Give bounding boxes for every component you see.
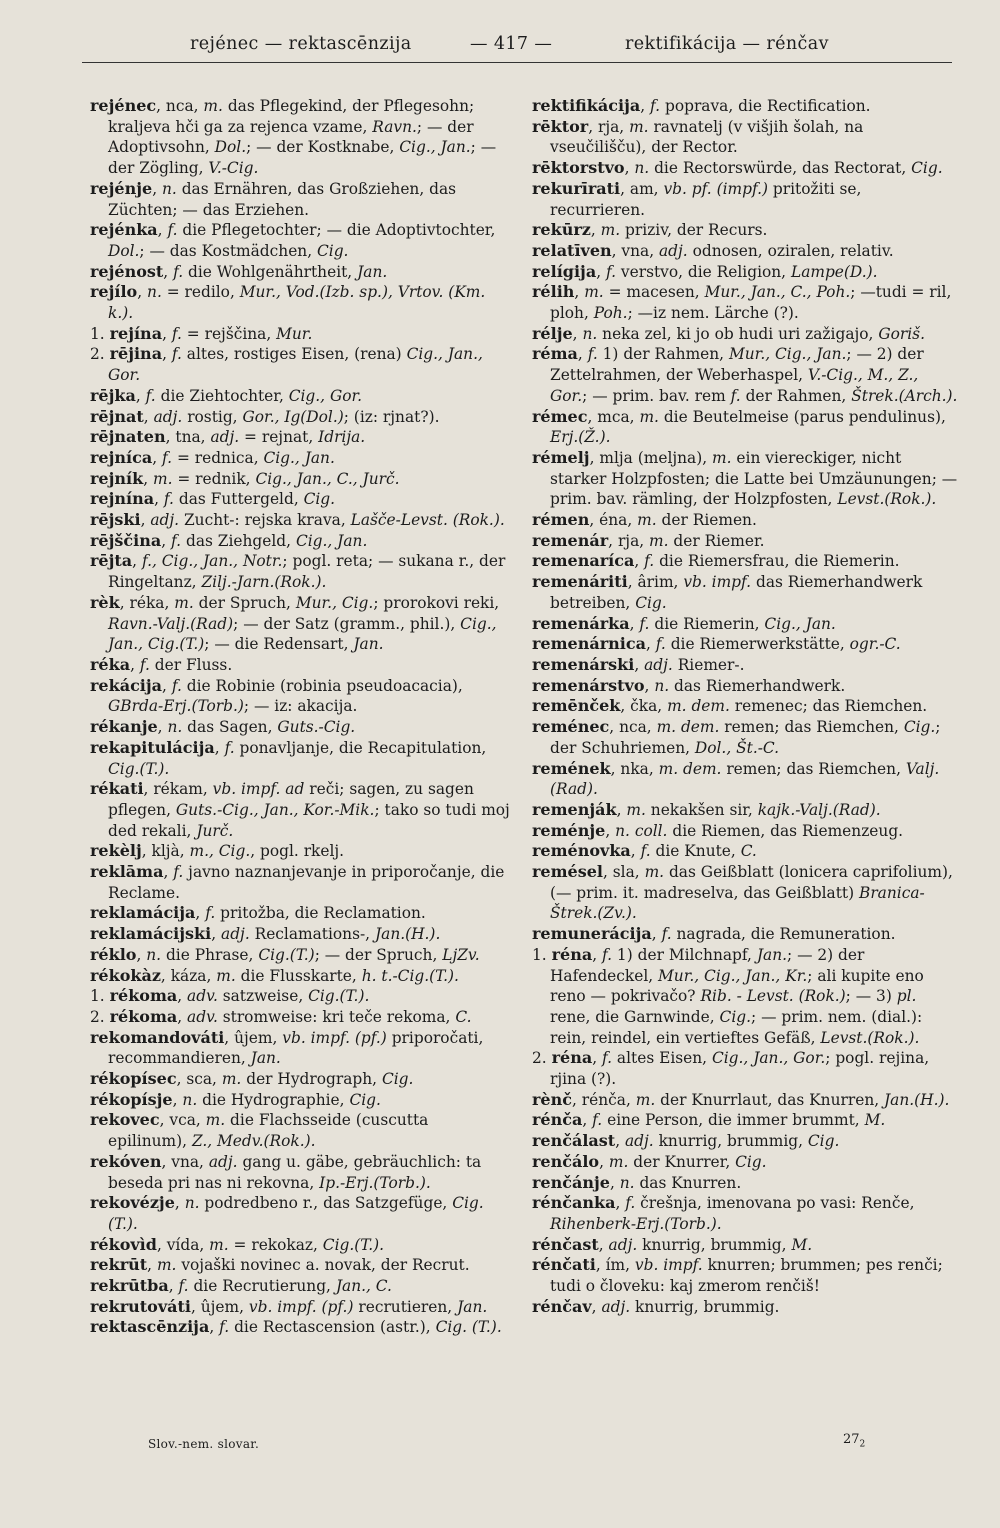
dictionary-entry: relatīven, vna, adj. odnosen, oziralen, relativ.	[532, 240, 894, 260]
dictionary-entry: réklo, n. die Phrase, Cig.(T.); — der Spruch, LjZv.	[90, 944, 480, 964]
dictionary-entry: renčálo, m. der Knurrer, Cig.	[532, 1151, 767, 1171]
dictionary-entry: rènč, rénča, m. der Knurrlaut, das Knurren, Jan.(H.).	[532, 1089, 950, 1109]
dictionary-entry: remésel, sla, m. das Geißblatt (lonicera caprifolium), (— prim. it. madreselva, das Geißblatt) Branica-Štrek.(Zv.).	[532, 862, 953, 923]
dictionary-entry: rektascēnzija, f. die Rectascension (astr.), Cig. (T.).	[90, 1317, 502, 1337]
header-rule	[82, 62, 952, 63]
right-column	[532, 96, 960, 1317]
dictionary-entry: rekovézje, n. podredbeno r., das Satzgefüge, Cig.(T.).	[90, 1193, 484, 1233]
dictionary-entry: renčálast, adj. knurrig, brummig, Cig.	[532, 1131, 840, 1151]
dictionary-entry: remének, nka, m. dem. remen; das Riemchen, Valj.(Rad).	[532, 758, 940, 799]
dictionary-entry: rējta, f., Cig., Jan., Notr.; pogl. reta; — sukana r., der Ringeltanz, Zilj.-Jarn.(Rok.).	[90, 551, 506, 592]
dictionary-entry: rejénje, n. das Ernähren, das Großziehen, das Züchten; — das Erziehen.	[90, 178, 457, 219]
footer-title: Slov.-nem. slovar.	[148, 1437, 260, 1451]
dictionary-entry: rēktor, rja, m. ravnatelj (v višjih šolah, na vseučilišču), der Rector.	[532, 116, 864, 157]
dictionary-entry: 2. réna, f. altes Eisen, Cig., Jan., Gor.; pogl. rejina, rjina (?).	[532, 1048, 930, 1089]
dictionary-entry: réka, f. der Fluss.	[90, 654, 233, 674]
dictionary-entry: rejénka, f. die Pflegetochter; — die Adoptivtochter, Dol.; — das Kostmädchen, Cig.	[90, 220, 496, 260]
dictionary-entry: remēnček, čka, m. dem. remenec; das Riemchen.	[532, 696, 928, 716]
dictionary-entry: rejénec, nca, m. das Pflegekind, der Pflegesohn; kraljeva hči ga za rejenca vzame, Ravn.; — der Adoptivsohn, Dol.; — der Kostknabe, Cig., Jan.; — der Zögling, V.-Cig.	[90, 96, 497, 178]
dictionary-entry: rekrūt, m. vojaški novinec a. novak, der Recrut.	[90, 1255, 470, 1275]
dictionary-entry: rējski, adj. Zucht-: rejska krava, Lašče-Levst. (Rok.).	[90, 510, 505, 530]
dictionary-entry: rèk, réka, m. der Spruch, Mur., Cig.; prorokovi reki, Ravn.-Valj.(Rad); — der Satz (gramm., phil.), Cig., Jan., Cig.(T.); — die Redensart, Jan.	[90, 592, 500, 654]
dictionary-entry: rējnat, adj. rostig, Gor., Ig(Dol.); (iz: rjnat?).	[90, 406, 440, 426]
dictionary-entry: remenaríca, f. die Riemersfrau, die Riemerin.	[532, 551, 900, 571]
dictionary-entry: rekácija, f. die Robinie (robinia pseudoacacia), GBrda-Erj.(Torb.); — iz: akacija.	[90, 675, 463, 716]
dictionary-entry: remenárski, adj. Riemer-.	[532, 654, 745, 674]
dictionary-entry: rémec, mca, m. die Beutelmeise (parus pendulinus), Erj.(Ž.).	[532, 406, 946, 447]
dictionary-entry: reménovka, f. die Knute, C.	[532, 841, 757, 861]
dictionary-entry: rénča, f. eine Person, die immer brummt, M.	[532, 1110, 886, 1130]
dictionary-entry: rékokàz, káza, m. die Flusskarte, h. t.-Cig.(T.).	[90, 965, 459, 985]
dictionary-entry: rekrūtba, f. die Recrutierung, Jan., C.	[90, 1276, 392, 1296]
dictionary-entry: reklāma, f. javno naznanjevanje in priporočanje, die Reclame.	[90, 862, 505, 902]
dictionary-entry: rejníca, f. = rednica, Cig., Jan.	[90, 447, 335, 467]
dictionary-entry: 1. réna, f. 1) der Milchnapf, Jan.; — 2) der Hafendeckel, Mur., Cig., Jan., Kr.; ali kupite eno reno — pokrivačo? Rib. - Levst. (Rok.); — 3) pl. rene, die Garnwinde, Cig.; — prim. nem. (dial.): rein, reindel, ein vertieftes Gefäß, Levst.(Rok.).	[532, 944, 924, 1047]
left-column	[90, 96, 510, 1338]
dictionary-entry: rekóven, vna, adj. gang u. gäbe, gebräuchlich: ta beseda pri nas ni rekovna, Ip.-Erj.(Torb.).	[90, 1151, 482, 1192]
dictionary-entry: rélje, n. neka zel, ki jo ob hudi uri zažigajo, Goriš.	[532, 323, 925, 343]
running-header	[0, 34, 1000, 60]
dictionary-entry: rékanje, n. das Sagen, Guts.-Cig.	[90, 717, 356, 737]
header-right-guidewords: rektifikácija — rénčav	[625, 34, 829, 54]
dictionary-entry: remenárka, f. die Riemerin, Cig., Jan.	[532, 613, 836, 633]
dictionary-entry: remenár, rja, m. der Riemer.	[532, 530, 765, 550]
dictionary-entry: rekèlj, kljà, m., Cig., pogl. rkelj.	[90, 841, 345, 861]
page-number: — 417 —	[470, 34, 553, 54]
dictionary-entry: rektifikácija, f. poprava, die Rectification.	[532, 96, 871, 115]
dictionary-entry: 1. rékoma, adv. satzweise, Cig.(T.).	[90, 986, 370, 1006]
dictionary-entry: rékati, rékam, vb. impf. ad reči; sagen, zu sagen pflegen, Guts.-Cig., Jan., Kor.-Mik.; tako so tudi moj ded rekali, Jurč.	[90, 779, 510, 840]
dictionary-entry: remunerácija, f. nagrada, die Remuneration.	[532, 924, 896, 944]
dictionary-entry: reménje, n. coll. die Riemen, das Riemenzeug.	[532, 820, 904, 840]
dictionary-entry: rekovec, vca, m. die Flachsseide (cuscutta epilinum), Z., Medv.(Rok.).	[90, 1110, 429, 1151]
dictionary-entry: reklamácijski, adj. Reclamations-, Jan.(H.).	[90, 924, 441, 944]
header-left-guidewords: rejénec — rektascēnzija	[190, 34, 412, 54]
dictionary-entry: rélih, m. = macesen, Mur., Jan., C., Poh.; —tudi = ril, ploh, Poh.; —iz nem. Lärche (?).	[532, 282, 952, 323]
dictionary-entry: rējka, f. die Ziehtochter, Cig., Gor.	[90, 385, 363, 405]
dictionary-entry: rékovìd, vída, m. = rekokaz, Cig.(T.).	[90, 1234, 385, 1254]
dictionary-entry: remenáriti, ârim, vb. impf. das Riemerhandwerk betreiben, Cig.	[532, 572, 923, 612]
dictionary-entry: rekapitulácija, f. ponavljanje, die Recapitulation, Cig.(T.).	[90, 737, 487, 778]
dictionary-entry: rénčanka, f. črešnja, imenovana po vasi: Renče, Rihenberk-Erj.(Torb.).	[532, 1193, 915, 1233]
dictionary-entry: rémen, éna, m. der Riemen.	[532, 510, 757, 530]
dictionary-entry: 1. rejína, f. = rejščina, Mur.	[90, 323, 313, 343]
dictionary-entry: rénčast, adj. knurrig, brummig, M.	[532, 1234, 813, 1254]
dictionary-entry: remenárstvo, n. das Riemerhandwerk.	[532, 675, 846, 695]
dictionary-entry: rejílo, n. = redilo, Mur., Vod.(Izb. sp.), Vrtov. (Km. k.).	[90, 282, 486, 323]
dictionary-entry: 2. rékoma, adv. stromweise: kri teče rekoma, C.	[90, 1006, 472, 1026]
dictionary-entry: rékopísec, sca, m. der Hydrograph, Cig.	[90, 1069, 414, 1089]
dictionary-entry: relígija, f. verstvo, die Religion, Lampe(D.).	[532, 261, 878, 281]
dictionary-entry: rejnína, f. das Futtergeld, Cig.	[90, 489, 336, 509]
dictionary-entry: rékopísje, n. die Hydrographie, Cig.	[90, 1089, 381, 1109]
dictionary-entry: rēktorstvo, n. die Rectorswürde, das Rectorat, Cig.	[532, 158, 943, 178]
printer-signature	[843, 1432, 865, 1450]
dictionary-entry: rekurīrati, am, vb. pf. (impf.) pritožiti se, recurrieren.	[532, 178, 862, 219]
dictionary-entry: rémelj, mlja (meljna), m. ein viereckiger, nicht starker Holzpfosten; die Latte bei Umzäunungen; — prim. bav. rämling, der Holzpfosten, Levst.(Rok.).	[532, 447, 958, 509]
dictionary-entry: rekrutováti, ûjem, vb. impf. (pf.) recrutieren, Jan.	[90, 1296, 488, 1316]
dictionary-entry: rekūrz, m. priziv, der Recurs.	[532, 220, 768, 240]
dictionary-entry: remenárnica, f. die Riemerwerkstätte, ogr.-C.	[532, 634, 901, 654]
dictionary-entry: reménec, nca, m. dem. remen; das Riemchen, Cig.; der Schuhriemen, Dol., Št.-C.	[532, 717, 941, 757]
dictionary-entry: rejénost, f. die Wohlgenährtheit, Jan.	[90, 261, 388, 281]
dictionary-entry: rejník, m. = rednik, Cig., Jan., C., Jurč.	[90, 468, 400, 488]
dictionary-entry: renčánje, n. das Knurren.	[532, 1172, 742, 1192]
dictionary-entry: rējnaten, tna, adj. = rejnat, Idrija.	[90, 427, 366, 447]
dictionary-entry: réma, f. 1) der Rahmen, Mur., Cig., Jan.; — 2) der Zettelrahmen, der Weberhaspel, V.-Cig., M., Z., Gor.; — prim. bav. rem f. der Rahmen, Štrek.(Arch.).	[532, 344, 958, 405]
dictionary-entry: remenják, m. nekakšen sir, kajk.-Valj.(Rad).	[532, 799, 881, 819]
dictionary-entry: rējščina, f. das Ziehgeld, Cig., Jan.	[90, 530, 368, 550]
dictionary-entry: rénčav, adj. knurrig, brummig.	[532, 1296, 780, 1316]
dictionary-entry: reklamácija, f. pritožba, die Reclamation.	[90, 903, 426, 923]
dictionary-entry: rénčati, ím, vb. impf. knurren; brummen; pes renči; tudi o človeku: kaj zmerom renčiš!	[532, 1255, 943, 1296]
dictionary-entry: 2. rējina, f. altes, rostiges Eisen, (rena) Cig., Jan., Gor.	[90, 344, 483, 385]
dictionary-entry: rekomandováti, ûjem, vb. impf. (pf.) priporočati, recommandieren, Jan.	[90, 1027, 484, 1068]
signature-subscript: 2	[859, 1439, 866, 1450]
signature-number: 27	[843, 1432, 860, 1447]
